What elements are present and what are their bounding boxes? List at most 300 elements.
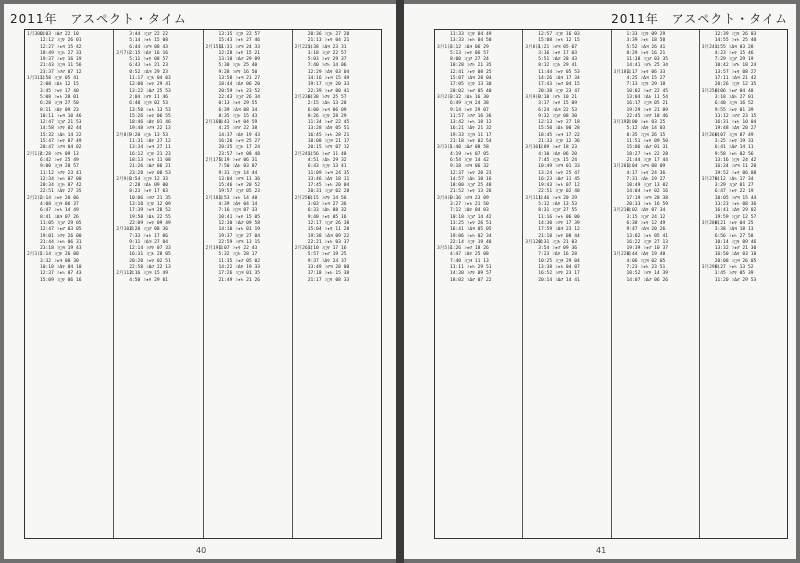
date-label: 2月16日	[205, 120, 223, 126]
aspect-entry: 11:33 ☽□♀ 04 49	[450, 32, 492, 37]
date-label: 3月5日	[437, 246, 452, 252]
aspect-entry: 12:37 ☽★♄ 07 43	[40, 271, 82, 277]
aspect-entry: 5:51 ☽Δ♂ 28 43	[538, 57, 577, 63]
aspect-entry: 19:48 ☽♂♃ 22 13	[129, 126, 171, 132]
aspect-entry: 15:06 ☽Δ♂ 01 31	[626, 145, 668, 151]
aspect-entry: 11:09 ☽★♃ 24 35	[307, 170, 350, 176]
aspect-entry: 13:04 ☽Δ♄ 11 54	[626, 94, 668, 100]
aspect-entry: 16:50 ☽Δ♀ 03 18	[714, 252, 757, 258]
aspect-entry: 21:33 ☽□♀ 12 36	[538, 139, 580, 145]
aspect-entry: 0:31 ☽□♄ 21 03	[538, 239, 577, 245]
aspect-entry: 20:34 ☽□♄ 07 42	[40, 183, 82, 189]
aspect-entry: 0:07 ☽□♃ 07 49	[714, 132, 754, 138]
aspect-entry: 10:42 ☽♂♄ 18 24	[714, 63, 757, 69]
date-label: 2月10日	[116, 227, 134, 233]
aspect-entry: 8:35 ☽□♃ 26 15	[626, 132, 666, 138]
date-label: 2月1日	[27, 151, 42, 157]
aspect-entry: 9:32 ☽□♂ 08 30	[538, 113, 577, 119]
aspect-entry: 13:28 ☽Δ♀ 05 51	[307, 126, 350, 132]
aspect-entry: 22:09 ☽★♀ 09 49	[129, 220, 171, 226]
aspect-entry: 10:05 ☽♂♃ 15 44	[714, 195, 757, 201]
table-row	[116, 278, 201, 284]
aspect-entry: 8:31 ☽□♂ 27 55	[538, 208, 577, 214]
aspect-entry: 2:16 ☽□♃ 15 49	[129, 271, 168, 277]
aspect-entry: 8:00 ☽□♂ 27 24	[450, 57, 489, 63]
aspect-entry: 13:57 ☽★♀ 08 27	[714, 69, 757, 75]
aspect-entry: 4:19 ☽★♄ 07 05	[450, 151, 489, 157]
date-label: 2月18日	[205, 195, 223, 201]
date-label: 3月10日	[525, 145, 543, 151]
aspect-entry: 22:45 ☽♂♂ 18 46	[626, 113, 668, 119]
aspect-entry: 14:26 ☽Δ♃ 17 34	[538, 76, 580, 82]
aspect-entry: 4:08 ☽□♃ 06 37	[40, 202, 79, 208]
table-row	[206, 278, 291, 284]
aspect-entry: 0:02 ☽Δ♀ 07 34	[626, 208, 666, 214]
date-label: 2月9日	[116, 176, 131, 182]
aspect-entry: 10:02 ☽★♂ 22 45	[626, 88, 668, 94]
aspect-entry: 18:27 ☽★♄ 22 28	[626, 151, 668, 157]
aspect-entry: 5:52 ☽Δ♃ 26 41	[626, 44, 666, 50]
aspect-entry: 9:31 ☽□♀ 14 44	[218, 170, 258, 176]
aspect-entry: 13:46 ☽Δ♀ 18 11	[307, 176, 350, 182]
page-header: 2011年 アスペクト・タイム	[611, 12, 788, 26]
aspect-entry: 9:28 ☽♂♀ 16 50	[218, 69, 258, 75]
aspect-entry: 8:23 ☽★♀ 17 03	[129, 189, 168, 195]
aspect-entry: 21:44 ☽★♄ 06 31	[40, 239, 82, 245]
date-label: 3月24日	[701, 44, 720, 50]
table-row	[702, 278, 786, 284]
aspect-entry: 18:02 ☽Δ♂ 07 22	[450, 277, 492, 283]
aspect-entry: 20:26 ☽□♀ 12 35	[714, 82, 757, 88]
aspect-entry: 21:13 ☽★♀ 04 21	[307, 38, 350, 44]
aspect-entry: 21:52 ☽★♀ 13 26	[450, 189, 492, 195]
aspect-entry: 21:18 ☽★♀ 02 54	[450, 139, 492, 145]
aspect-entry: 8:41 ☽Δ♃ 07 26	[40, 214, 79, 220]
aspect-entry: 3:12 ☽Δ♃ 06 29	[450, 44, 489, 50]
table-column	[523, 30, 611, 538]
aspect-entry: 7:13 ☽□♀ 29 18	[626, 82, 666, 88]
aspect-entry: 12:41 ☽★♀ 08 25	[450, 69, 492, 75]
aspect-entry: 11:34 ☽★♂ 22 45	[307, 120, 350, 126]
aspect-entry: 9:47 ☽Δ♃ 20 26	[626, 227, 666, 233]
aspect-entry: 10:06 ☽♂♂ 21 35	[129, 195, 171, 201]
aspect-entry: 17:45 ☽★♄ 20 04	[307, 183, 350, 189]
aspect-entry: 4:25 ☽Δ♃ 15 27	[626, 76, 666, 82]
aspect-entry: 11:31 ☽Δ♀ 27 12	[129, 139, 171, 145]
aspect-entry: 0:12 ☽Δ♄ 17 34	[714, 176, 754, 182]
aspect-entry: 5:32 ☽□♄ 28 17	[218, 252, 258, 258]
aspect-entry: 16:20 ☽★♃ 25 27	[218, 139, 260, 145]
aspect-entry: 1:33 ☽□♀ 09 29	[626, 32, 666, 37]
aspect-entry: 7:45 ☽□♄ 15 24	[538, 157, 577, 163]
aspect-entry: 1:04 ☽♂♃ 08 09	[626, 164, 666, 170]
date-label: 3月26日	[701, 132, 720, 138]
date-label: 3月22日	[613, 252, 631, 258]
date-label: 2月17日	[205, 157, 223, 163]
aspect-table	[434, 29, 788, 539]
aspect-entry: 22:59 ☽♂♃ 13 15	[218, 239, 260, 245]
date-label: 2月15日	[205, 44, 223, 50]
aspect-entry: 16:34 ☽♂♃ 11 20	[714, 164, 757, 170]
aspect-entry: 16:45 ☽★♄ 28 21	[307, 132, 350, 138]
table-row	[27, 278, 112, 284]
aspect-entry: 7:16 ☽□♃ 07 33	[218, 208, 258, 214]
aspect-entry: 11:31 ☽♂♃ 24 33	[218, 44, 260, 50]
aspect-entry: 11:16 ☽★♄ 06 00	[538, 214, 580, 220]
aspect-entry: 10:28 ☽♂♄ 21 35	[450, 63, 492, 69]
aspect-entry: 3:18 ☽Δ♄ 27 01	[714, 94, 754, 100]
aspect-entry: 10:18 ☽Δ♀ 04 10	[40, 264, 82, 270]
aspect-entry: 13:10 ☽Δ♂ 29 09	[218, 57, 260, 63]
aspect-entry: 3:45 ☽★♀ 17 40	[40, 88, 79, 94]
aspect-entry: 13:16 ☽□♀ 24 42	[714, 157, 757, 163]
aspect-entry: 16:23 ☽Δ♂ 11 45	[538, 176, 580, 182]
aspect-entry: 3:32 ☽★♃ 00 30	[40, 258, 79, 264]
aspect-entry: 14:55 ☽★♄ 25 40	[714, 38, 757, 44]
aspect-entry: 20:36 ☽□♄ 27 28	[307, 32, 350, 37]
aspect-entry: 20:02 ☽★♂ 05 40	[450, 88, 492, 94]
aspect-entry: 7:50 ☽Δ♄ 03 07	[218, 164, 258, 170]
table-column	[700, 30, 787, 538]
date-label: 3月21日	[613, 208, 631, 214]
aspect-entry: 15:08 ☽★♄ 12 15	[538, 38, 580, 44]
aspect-entry: 6:48 ☽□♃ 02 53	[129, 101, 168, 107]
aspect-entry: 0:44 ☽Δ♀ 19 48	[626, 252, 666, 258]
aspect-entry: 8:29 ☽★♀ 16 21	[626, 50, 666, 56]
aspect-entry: 20:15 ☽♂♀ 07 12	[307, 145, 350, 151]
table-row	[295, 278, 380, 284]
aspect-entry: 6:43 ☽★♄ 21 23	[129, 63, 168, 69]
aspect-entry: 1:38 ☽Δ♃ 23 31	[307, 44, 347, 50]
aspect-entry: 11:44 ☽★♀ 05 53	[538, 69, 580, 75]
aspect-entry: 3:25 ☽★♀ 19 33	[714, 139, 754, 145]
aspect-entry: 6:54 ☽□♀ 14 42	[450, 157, 489, 163]
aspect-entry: 3:16 ☽★♀ 17 03	[538, 50, 577, 56]
aspect-entry: 13:58 ☽★♃ 21 27	[218, 76, 260, 82]
aspect-entry: 17:43 ☽★♂ 04 15	[538, 82, 580, 88]
aspect-entry: 21:49 ☽★♄ 21 26	[218, 277, 260, 283]
aspect-entry: 22:58 ☽Δ♂ 22 13	[129, 264, 171, 270]
aspect-entry: 9:18 ☽♂♃ 06 32	[450, 164, 489, 170]
date-label: 3月19日	[613, 120, 631, 126]
aspect-entry: 7:12 ☽Δ♀ 04 03	[450, 208, 489, 214]
aspect-entry: 20:35 ☽□♄ 17 24	[218, 145, 260, 151]
aspect-entry: 10:52 ☽♂♀ 14 39	[626, 271, 668, 277]
aspect-entry: 22:51 ☽Δ♀ 27 35	[40, 189, 82, 195]
aspect-entry: 14:37 ☽Δ♀ 19 43	[218, 132, 260, 138]
date-label: 3月20日	[613, 164, 631, 170]
aspect-entry: 0:06 ☽★♂ 04 48	[714, 88, 754, 94]
aspect-entry: 0:10 ☽♂♄ 10 21	[538, 94, 577, 100]
aspect-entry: 16:41 ☽Δ♃ 05 05	[450, 227, 492, 233]
date-label: 3月28日	[701, 220, 720, 226]
aspect-entry: 9:55 ☽★♀ 01 39	[714, 107, 754, 113]
aspect-entry: 5:14 ☽★♄ 15 08	[129, 38, 168, 44]
date-label: 2月22日	[294, 44, 313, 50]
aspect-entry: 4:51 ☽Δ♄ 29 32	[307, 157, 347, 163]
aspect-entry: 12:47 ☽□♂ 21 53	[40, 120, 82, 126]
aspect-entry: 2:15 ☽Δ♄ 13 28	[307, 101, 347, 107]
aspect-entry: 19:06 ☽★♄ 02 34	[450, 233, 492, 239]
aspect-entry: 11:35 ☽★♂ 05 02	[218, 258, 260, 264]
aspect-entry: 6:00 ☽★♃ 06 09	[307, 107, 347, 113]
aspect-entry: 1:07 ☽★♀ 22 43	[218, 246, 258, 252]
aspect-entry: 22:43 ☽□♂ 26 34	[218, 94, 260, 100]
aspect-entry: 3:29 ☽□♂ 01 27	[714, 183, 754, 189]
aspect-entry: 17:59 ☽Δ♃ 23 12	[538, 227, 580, 233]
aspect-entry: 3:15 ☽□♂ 24 12	[626, 214, 666, 220]
aspect-entry: 17:05 ☽□♀ 13 30	[450, 82, 492, 88]
date-label: 2月23日	[294, 94, 313, 100]
aspect-entry: 19:17 ☽□♀ 20 33	[307, 82, 350, 88]
aspect-entry: 7:23 ☽Δ♀ 16 28	[538, 252, 577, 258]
aspect-entry: 10:11 ☽★♃ 10 46	[40, 113, 82, 119]
aspect-entry: 0:38 ☽♂♀ 25 57	[307, 94, 347, 100]
date-label: 3月11日	[525, 195, 543, 201]
date-label: 3月25日	[701, 88, 720, 94]
aspect-entry: 20:47 ☽♂♃ 04 02	[40, 145, 82, 151]
aspect-entry: 3:18 ☽□♂ 22 57	[307, 50, 347, 56]
aspect-entry: 1:46 ☽★♃ 20 29	[538, 195, 577, 201]
aspect-entry: 2:04 ☽♂♀ 11 46	[129, 94, 168, 100]
aspect-entry: 11:51 ☽★♀ 09 50	[626, 139, 668, 145]
aspect-entry: 0:21 ☽★♀ 04 25	[714, 220, 754, 226]
aspect-entry: 5:12 ☽Δ♀ 14 03	[626, 126, 666, 132]
aspect-entry: 6:44 ☽♂♃ 08 43	[129, 44, 168, 50]
aspect-entry: 15:26 ☽★♀ 06 55	[129, 113, 171, 119]
aspect-entry: 11:38 ☽□♂ 03 35	[626, 57, 668, 63]
aspect-entry: 6:56 ☽★♄ 27 58	[714, 233, 754, 239]
page-header: 2011年 アスペクト・タイム	[10, 12, 187, 26]
aspect-entry: 13:38 ☽★♄ 04 07	[538, 264, 580, 270]
aspect-entry: 9:20 ☽□♄ 13 53	[129, 132, 168, 138]
aspect-entry: 21:26 ☽Δ♂ 06 21	[129, 164, 171, 170]
aspect-entry: 16:41 ☽Δ♀ 29 02	[714, 208, 757, 214]
aspect-entry: 19:59 ☽□♂ 12 57	[714, 214, 757, 220]
aspect-entry: 13:10 ☽□♀ 12 09	[129, 202, 171, 208]
aspect-entry: 14:16 ☽★♃ 15 49	[307, 76, 350, 82]
aspect-entry: 13:12 ☽♂♂ 23 15	[714, 113, 757, 119]
aspect-entry: 8:35 ☽□♄ 15 43	[218, 113, 258, 119]
aspect-entry: 9:11 ☽Δ♃ 27 04	[129, 239, 168, 245]
aspect-entry: 9:00 ☽□♃ 28 57	[40, 164, 79, 170]
aspect-entry: 3:38 ☽Δ♃ 18 13	[714, 227, 754, 233]
date-label: 3月2日	[437, 94, 452, 100]
aspect-entry: 17:19 ☽♂♃ 28 38	[626, 195, 668, 201]
date-label: 2月11日	[116, 271, 134, 277]
aspect-entry: 15:46 ☽★♀ 28 52	[218, 183, 260, 189]
aspect-entry: 6:49 ☽□♃ 24 38	[450, 101, 489, 107]
aspect-entry: 6:39 ☽Δ♃ 08 34	[218, 107, 258, 113]
aspect-entry: 21:43 ☽□♃ 11 56	[40, 63, 82, 69]
date-label: 2月7日	[116, 50, 131, 56]
aspect-entry: 2:15 ☽Δ♀ 16 16	[129, 50, 168, 56]
left-page	[4, 4, 396, 559]
date-label: 3月27日	[701, 176, 720, 182]
aspect-entry: 21:44 ☽□♀ 17 44	[626, 157, 668, 163]
aspect-entry: 18:45 ☽★♃ 17 22	[538, 132, 580, 138]
aspect-entry: 19:57 ☽□♂ 05 23	[218, 189, 260, 195]
aspect-entry: 11:20 ☽Δ♂ 29 53	[714, 277, 757, 283]
aspect-entry: 15:47 ☽★♀ 07 49	[40, 139, 82, 145]
aspect-entry: 13:25 ☽★♀ 26 51	[450, 220, 492, 226]
aspect-entry: 0:13 ☽★♀ 29 55	[218, 101, 258, 107]
aspect-entry: 22:51 ☽□♀ 02 48	[538, 189, 580, 195]
aspect-entry: 6:42 ☽★♀ 25 49	[40, 157, 79, 163]
table-row	[614, 278, 698, 284]
aspect-entry: 11:05 ☽□♂ 29 05	[40, 220, 82, 226]
aspect-entry: 0:15 ☽♂♀ 14 56	[307, 195, 347, 201]
aspect-entry: 10:25 ☽□♃ 29 04	[538, 258, 580, 264]
aspect-table	[24, 29, 382, 539]
aspect-entry: 7:23 ☽★♄ 23 51	[626, 264, 666, 270]
aspect-entry: 9:37 ☽Δ♀ 24 37	[307, 258, 347, 264]
aspect-entry: 13:22 ☽Δ♂ 25 53	[129, 88, 171, 94]
aspect-entry: 16:31 ☽□♄ 28 05	[129, 252, 171, 258]
aspect-entry: 3:45 ☽♂♀ 05 39	[714, 271, 754, 277]
aspect-entry: 17:39 ☽★♃ 28 52	[129, 208, 171, 214]
aspect-entry: 6:43 ☽□♀ 13 41	[307, 164, 347, 170]
aspect-entry: 14:57 ☽Δ♄ 10 16	[450, 176, 492, 182]
aspect-entry: 11:17 ☽□♄ 04 03	[129, 76, 171, 82]
date-label: 2月19日	[205, 246, 223, 252]
aspect-entry: 17:18 ☽★♄ 15 38	[307, 271, 350, 277]
page-number: 41	[596, 546, 607, 555]
aspect-entry: 19:37 ☽□♀ 27 04	[218, 233, 260, 239]
aspect-entry: 19:43 ☽★♄ 07 12	[538, 183, 580, 189]
aspect-entry: 6:28 ☽□♃ 27 50	[40, 101, 79, 107]
table-row	[437, 278, 521, 284]
aspect-entry: 15:50 ☽Δ♄ 00 28	[538, 126, 580, 132]
book-gutter	[396, 0, 404, 563]
aspect-entry: 13:42 ☽★♄ 18 12	[450, 120, 492, 126]
aspect-entry: 21:18 ☽★♀ 08 44	[538, 233, 580, 239]
aspect-entry: 4:17 ☽★♀ 24 36	[626, 170, 666, 176]
aspect-entry: 1:56 ☽★♂ 11 48	[307, 151, 347, 157]
date-label: 1月31日	[27, 76, 45, 82]
aspect-entry: 12:37 ☽★♀ 20 23	[450, 170, 492, 176]
aspect-entry: 11:57 ☽♂♂ 16 36	[450, 113, 492, 119]
date-label: 3月12日	[525, 239, 543, 245]
aspect-entry: 7:40 ☽♂♄ 14 06	[307, 63, 347, 69]
aspect-entry: 5:19 ☽★♂ 06 31	[218, 157, 258, 163]
aspect-entry: 4:50 ☽★♀ 29 01	[129, 277, 168, 283]
date-label: 2月26日	[294, 246, 313, 252]
aspect-entry: 12:57 ☽□♀ 16 03	[538, 32, 580, 37]
aspect-entry: 1:21 ☽♂♃ 05 07	[538, 44, 577, 50]
aspect-entry: 23:28 ☽★♀ 08 53	[129, 170, 171, 176]
aspect-entry: 6:40 ☽□♃ 16 52	[714, 101, 754, 107]
aspect-entry: 16:21 ☽Δ♀ 21 32	[450, 126, 492, 132]
aspect-entry: 10:49 ☽♂♃ 01 33	[538, 164, 580, 170]
aspect-entry: 12:28 ☽★♀ 15 21	[218, 50, 260, 56]
page-number: 40	[196, 546, 207, 555]
date-label: 3月29日	[701, 264, 720, 270]
date-label: 2月3日	[27, 252, 42, 258]
aspect-entry: 13:32 ☽★♂ 21 30	[714, 246, 757, 252]
date-label: 3月9日	[525, 94, 540, 100]
date-label: 2月25日	[294, 195, 313, 201]
aspect-entry: 12:17 ☽□♂ 26 38	[307, 220, 350, 226]
aspect-entry: 4:39 ☽Δ♀ 04 14	[218, 202, 258, 208]
aspect-entry: 15:07 ☽Δ♃ 28 04	[450, 76, 492, 82]
aspect-entry: 19:48 ☽Δ♀ 28 27	[714, 126, 757, 132]
aspect-entry: 5:12 ☽Δ♀ 13 53	[538, 202, 577, 208]
aspect-entry: 8:12 ☽□♄ 29 41	[538, 63, 577, 69]
aspect-entry: 14:30 ☽♂♀ 17 39	[538, 220, 580, 226]
date-label: 2月24日	[294, 151, 313, 157]
aspect-entry: 1:26 ☽★♂ 18 26	[450, 246, 489, 252]
aspect-entry: 0:36 ☽♂♃ 23 09	[450, 195, 489, 201]
aspect-entry: 12:27 ☽★♃ 15 42	[40, 44, 82, 50]
date-label: 2月2日	[27, 195, 42, 201]
aspect-entry: 7:40 ☽□♃ 11 13	[450, 258, 489, 264]
aspect-entry: 20:14 ☽Δ♂ 14 41	[538, 277, 580, 283]
aspect-entry: 15:43 ☽★♄ 27 46	[218, 38, 260, 44]
aspect-entry: 4:25 ☽♂♂ 22 38	[218, 126, 258, 132]
aspect-entry: 1:55 ☽Δ♃ 03 28	[714, 44, 754, 50]
aspect-entry: 10:14 ☽□♀ 09 46	[714, 239, 757, 245]
aspect-entry: 8:26 ☽□♀ 28 29	[307, 113, 347, 119]
date-label: 3月3日	[437, 145, 452, 151]
aspect-entry: 12:34 ☽★♄ 07 00	[40, 176, 82, 182]
aspect-entry: 9:14 ☽★♀ 29 07	[450, 107, 489, 113]
aspect-entry: 7:33 ☽★♄ 17 06	[129, 233, 168, 239]
aspect-entry: 13:49 ☽♂♃ 28 00	[307, 264, 350, 270]
aspect-entry: 20:08 ☽□♃ 26 05	[714, 258, 757, 264]
aspect-entry: 5:30 ☽□♄ 25 40	[218, 63, 258, 69]
date-label: 3月18日	[613, 69, 631, 75]
aspect-entry: 13:24 ☽★♀ 25 47	[538, 170, 580, 176]
aspect-entry: 7:31 ☽Δ♄ 19 27	[626, 176, 666, 182]
aspect-entry: 14:58 ☽♂♀ 02 44	[40, 126, 82, 132]
aspect-entry: 21:17 ☽□♀ 08 33	[307, 277, 350, 283]
date-label: 1月30日	[27, 32, 45, 37]
aspect-entry: 12:14 ☽♂♀ 07 33	[129, 246, 171, 252]
aspect-entry: 1:40 ☽Δ♂ 08 58	[450, 145, 489, 151]
aspect-entry: 17:26 ☽□♃ 01 35	[218, 271, 260, 277]
aspect-entry: 22:14 ☽□♀ 19 48	[450, 239, 492, 245]
date-label: 3月1日	[437, 44, 452, 50]
aspect-entry: 3:03 ☽★♃ 27 36	[307, 202, 347, 208]
date-label: 2月8日	[116, 132, 131, 138]
aspect-entry: 1:58 ☽□♀ 05 41	[40, 76, 79, 82]
aspect-entry: 5:03 ☽★♀ 29 37	[307, 57, 347, 63]
aspect-entry: 2:28 ☽Δ♄ 09 00	[129, 183, 168, 189]
aspect-entry: 14:07 ☽Δ♂ 06 26	[626, 277, 668, 283]
aspect-entry: 19:50 ☽Δ♄ 22 55	[129, 214, 171, 220]
aspect-entry: 2:08 ☽Δ♄ 12 15	[40, 82, 79, 88]
aspect-entry: 3:39 ☽★♄ 18 50	[626, 38, 666, 44]
aspect-entry: 8:11 ☽Δ♀ 09 23	[40, 107, 79, 113]
aspect-entry: 5:13 ☽★♀ 06 57	[450, 50, 489, 56]
aspect-entry: 20:59 ☽★♄ 23 52	[218, 88, 260, 94]
aspect-entry: 6:38 ☽★♀ 12 49	[626, 220, 666, 226]
aspect-entry: 3:17 ☽★♀ 15 09	[538, 101, 577, 107]
aspect-entry: 18:46 ☽Δ♀ 01 46	[129, 120, 171, 126]
aspect-entry: 4:10 ☽Δ♀ 06 20	[538, 151, 577, 157]
aspect-entry: 22:21 ☽★♄ 03 37	[307, 239, 350, 245]
aspect-entry: 13:15 ☽□♀ 22 57	[218, 32, 260, 37]
aspect-entry: 16:22 ☽□♀ 27 13	[626, 239, 668, 245]
aspect-entry: 0:27 ☽★♄ 13 52	[714, 264, 754, 270]
aspect-entry: 13:04 ☽♂♃ 11 36	[218, 176, 260, 182]
aspect-entry: 18:44 ☽Δ♀ 06 20	[218, 82, 260, 88]
date-label: 3月8日	[525, 44, 540, 50]
table-column	[293, 30, 381, 538]
aspect-entry: 19:01 ☽♂♀ 26 00	[40, 233, 82, 239]
aspect-entry: 5:57 ☽★♂ 19 25	[307, 252, 347, 258]
